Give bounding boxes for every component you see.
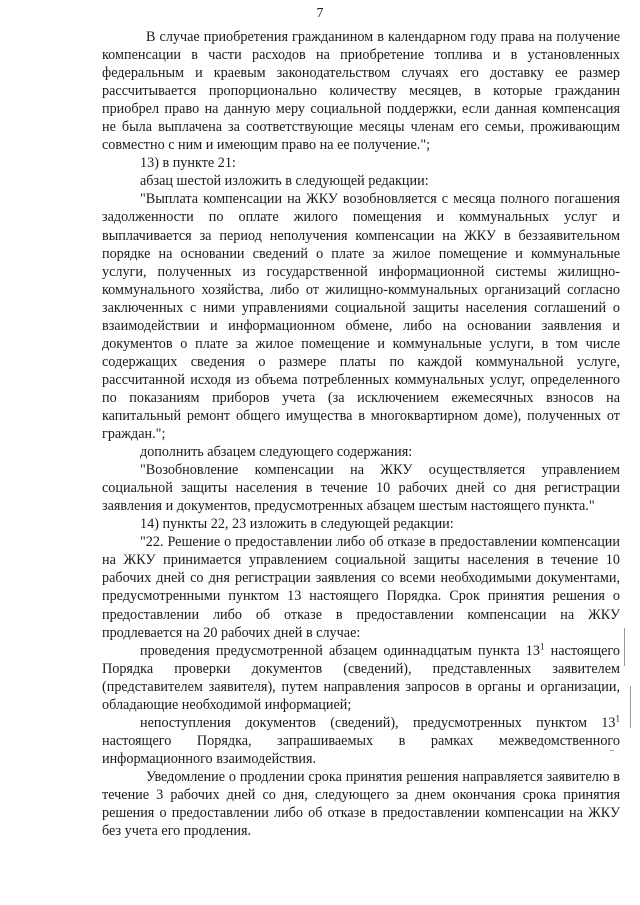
paragraph-non-receipt [102, 714, 620, 768]
superscript: 1 [615, 713, 620, 724]
paragraph-verification-text: проведения предусмотренной абзацем одиннадцатым пункта 13 [140, 642, 540, 659]
paragraph-non-receipt-rest: настоящего Порядка, запрашиваемых в рамках межведомственного информационного взаимодействия. [102, 732, 620, 767]
scan-mark [610, 750, 614, 751]
document-body [102, 28, 620, 840]
paragraph-verification-rest: настоящего Порядка проверки документов (сведений), представленных заявителем (представителем заявителя), путем направления запросов в органы и организации, обладающие необходимой информацией; [102, 642, 620, 713]
paragraph-supplement: дополнить абзацем следующего содержания: [140, 444, 413, 461]
paragraph-verification [102, 642, 620, 714]
paragraph-notification: Уведомление о продлении срока принятия решения направляется заявителю в течение 3 рабочих дней со дня, следующего за днем окончания срока принятия решения о предоставлении либо об отказе в предоставлении компенсации на ЖКУ без учета его продления. [102, 768, 620, 840]
paragraph-item-14: 14) пункты 22, 23 изложить в следующей редакции: [140, 516, 454, 533]
paragraph-abzac-sixth: абзац шестой изложить в следующей редакции: [140, 173, 429, 190]
paragraph-payment-resumption: "Выплата компенсации на ЖКУ возобновляется с месяца полного погашения задолженности по оплате жилого помещения и коммунальных услуг и выплачивается за период неполучения компенсации на ЖКУ в беззаявительном порядке на основании сведений о плате за жилое помещение и коммунальные услуги, полученных из государственной информационной системы жилищно-коммунального хозяйства, либо от жилищно-коммунальных организаций согласно заключенных с ними управлениями социальной защиты населения соглашений о взаимодействии и информационном обмене, либо на основании заявления и документов о плате за жилое помещение и коммунальные услуги, в том числе содержащих сведения о размере платы по каждой коммунальной услуге, рассчитанной исходя из объема потребленных коммунальных услуг, определенного по показаниям приборов учета (за исключением ежемесячных взносов на капитальный ремонт общего имущества в многоквартирном доме), полученных от граждан."; [102, 191, 620, 443]
paragraph-decision-22: "22. Решение о предоставлении либо об отказе в предоставлении компенсации на ЖКУ принимается управлением социальной защиты населения в течение 10 рабочих дней со дня регистрации заявления со всеми необходимыми документами, предусмотренными пунктом 13 настоящего Порядка. Срок принятия решения о предоставлении либо об отказе в предоставлении компенсации на ЖКУ продлевается на 20 рабочих дней в случае: [102, 534, 620, 641]
scan-mark [630, 686, 631, 728]
paragraph-item-13: 13) в пункте 21: [140, 155, 236, 172]
paragraph-compensation-fuel: В случае приобретения гражданином в календарном году права на получение компенсации в части расходов на приобретение топлива и в установленных федеральным и краевым законодательством случаях его доставку ее размер рассчитывается пропорционально количеству месяцев, в которые гражданин приобрел право на данную меру социальной поддержки, если данная компенсация не была выплачена за соответствующие месяцы членам его семьи, проживающим совместно с ним и имеющим право на ее получение."; [102, 29, 620, 154]
paragraph-non-receipt-text: непоступления документов (сведений), предусмотренных пунктом 13 [140, 714, 616, 731]
page-number: 7 [316, 6, 324, 21]
scan-mark [624, 628, 625, 666]
superscript: 1 [540, 640, 545, 651]
paragraph-resumption-procedure: "Возобновление компенсации на ЖКУ осуществляется управлением социальной защиты населения в течение 10 рабочих дней со дня регистрации заявления и документов, предусмотренных абзацем шестым настоящего пункта." [102, 462, 620, 515]
